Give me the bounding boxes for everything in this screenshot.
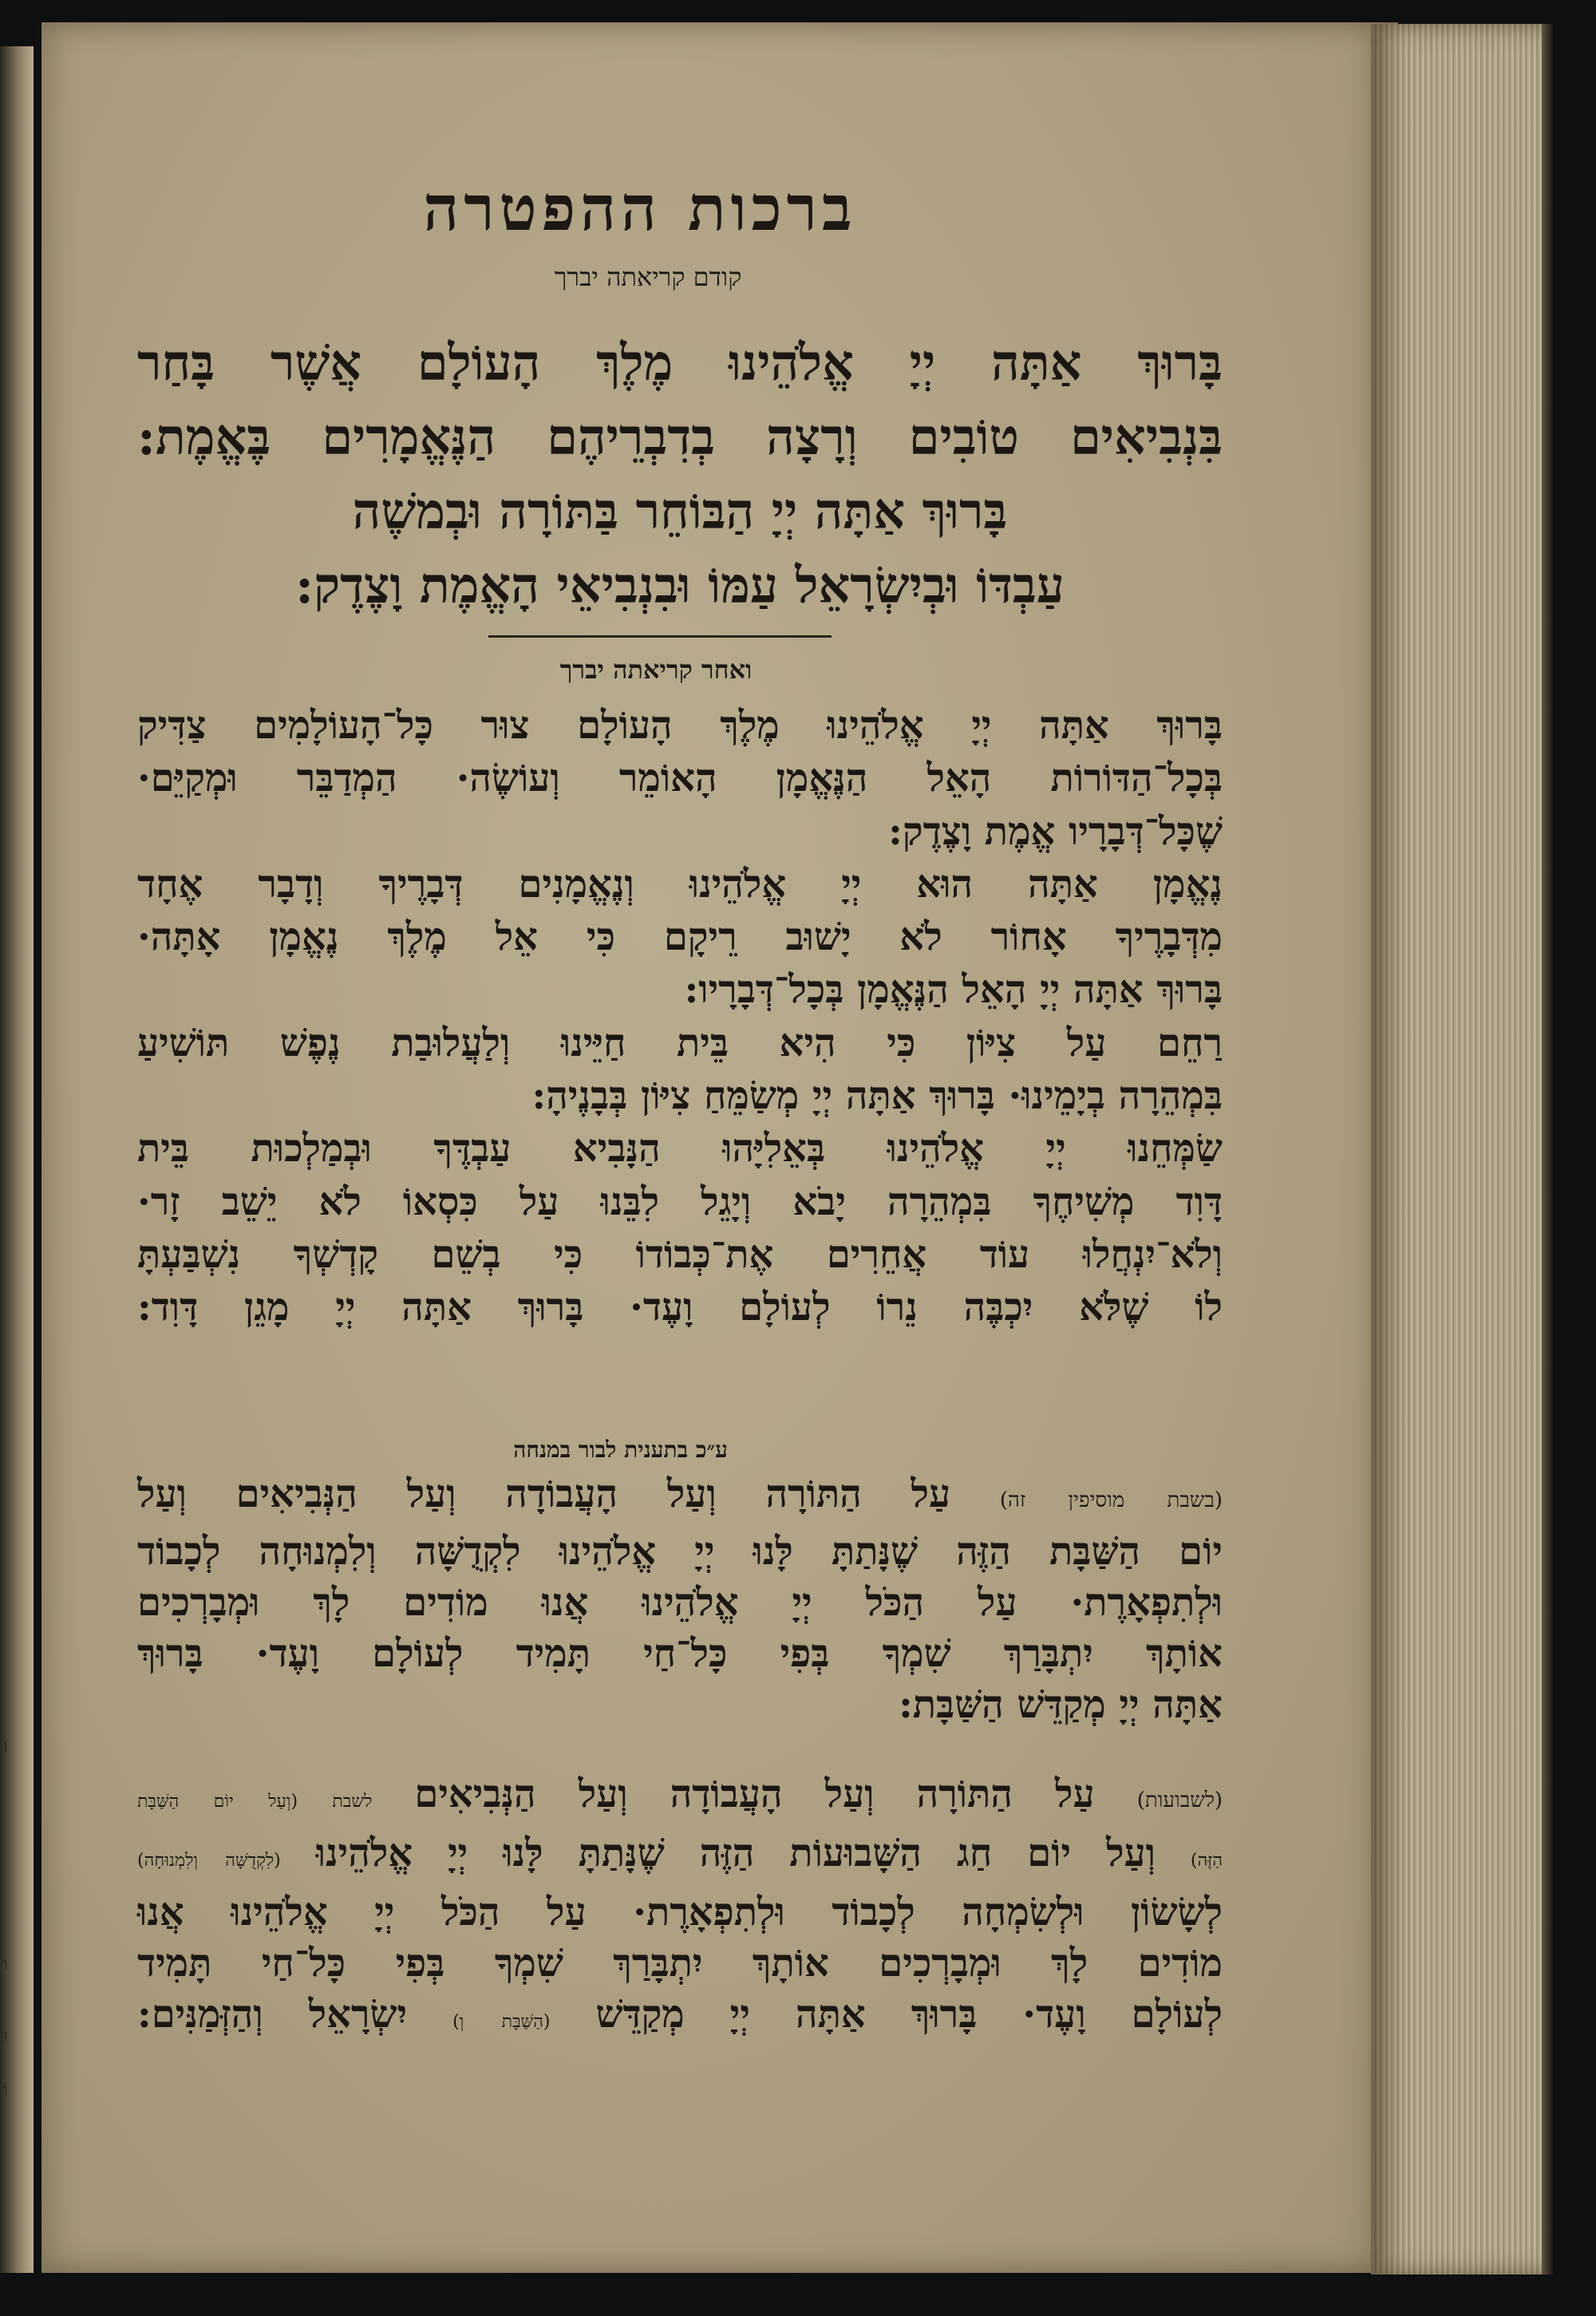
text-line: עַל הַתּוֹרָה וְעַל הָעֲבוֹדָה וְעַל הַנְּבִיאִים <box>414 1772 1095 1816</box>
text-line: דָּוִד מְשִׁיחֶךָ בִּמְהֵרָה יָבֹא וְיָגֵל לִבֵּנוּ עַל כִּסְאוֹ לֹא יֵשֵׁב זָר· <box>137 1179 1223 1224</box>
text-line: יִשְׂרָאֵל וְהַזְּמַנִּים: <box>137 1992 408 2037</box>
shavuot-instruction: (לשבועות) <box>1136 1788 1223 1812</box>
text-line: וְלֹא־יִנְחֲלוּ עוֹד אֲחֵרִים אֶת־כְּבוֹדוֹ כִּי בְשֵׁם קָדְשְׁךָ נִשְׁבַּעְתָּ <box>137 1231 1223 1277</box>
text-line: לְשָׂשׂוֹן וּלְשִׂמְחָה לְכָבוֹד וּלְתִפְאָרֶת· עַל הַכֹּל יְיָ אֱלֹהֵינוּ אֲנוּ <box>137 1890 1223 1935</box>
text-line: אַתָּה יְיָ מְקַדֵּשׁ הַשַּׁבָּת: <box>899 1682 1223 1727</box>
page-title: ברכות ההפטרה <box>423 172 857 245</box>
text-line: מִדְּבָרֶיךָ אָחוֹר לֹא יָשׁוּב רֵיקָם כִּי אֵל מֶלֶךְ נֶאֱמָן אָתָּה· <box>137 915 1223 960</box>
text-line: יוֹם הַשַּׁבָּת הַזֶּה שֶׁנָּתַתָּ לָּנוּ יְיָ אֱלֹהֵינוּ לִקְדֻשָּׁה וְלִמְנוּחָה לְכָבוֹד <box>137 1529 1223 1574</box>
text-line: עַבְדּוֹ וּבְיִשְׂרָאֵל עַמּוֹ וּבִנְבִיאֵי הָאֱמֶת וָצֶדֶק: <box>295 556 1065 615</box>
text-line: רַחֵם עַל צִיּוֹן כִּי הִיא בֵּית חַיֵּינוּ וְלַעֲלוּבַת נֶפֶשׁ תּוֹשִׁיעַ <box>137 1020 1223 1065</box>
text-line: בְּכָל־הַדּוֹרוֹת הָאֵל הַנֶּאֱמָן הָאוֹמֵר וְעוֹשֶׂה· הַמְדַבֵּר וּמְקַיֵּם· <box>137 756 1223 801</box>
text-line: בָּרוּךְ אַתָּה יְיָ אֱלֹהֵינוּ מֶלֶךְ הָעוֹלָם צוּר כָּל־הָעוֹלָמִים צַדִּיק <box>137 703 1223 748</box>
text-line: בָּרוּךְ אַתָּה יְיָ הָאֵל הַנֶּאֱמָן בְּכָל־דְּבָרָיו: <box>684 967 1223 1013</box>
text-line: לְעוֹלָם וָעֶד· בָּרוּךְ אַתָּה יְיָ מְקַדֵּשׁ <box>595 1992 1223 2037</box>
text-line: שַׂמְּחֵנוּ יְיָ אֱלֹהֵינוּ בְּאֵלִיָּהוּ הַנָּבִיא עַבְדֶּךָ וּבְמַלְכוּת בֵּית <box>137 1126 1223 1172</box>
text-line: אוֹתָךְ יִתְבָּרַךְ שִׁמְךָ בְּפִי כָּל־חַי תָּמִיד לְעוֹלָם וָעֶד· בָּרוּךְ <box>137 1631 1223 1676</box>
text-line: מוֹדִים לָךְ וּמְבָרְכִים אוֹתָךְ יִתְבָּרַךְ שִׁמְךָ בְּפִי כָּל־חַי תָּמִיד <box>137 1941 1223 1986</box>
shabbat-instruction: (בשבת מוסיפין זה) <box>999 1488 1223 1512</box>
blessings-after-haftarah <box>137 699 1223 1334</box>
blessing-before-haftarah <box>137 326 1223 622</box>
shabbat-variant-note: (הַשַּׁבָּת וְ) <box>452 2012 551 2032</box>
left-page-mark: ו <box>3 1954 8 1974</box>
book-page <box>41 22 1398 2273</box>
text-line: וּלְתִפְאָרֶת· עַל הַכֹּל יְיָ אֱלֹהֵינוּ אֲנוּ מוֹדִים לָךְ וּמְבָרְכִים <box>137 1580 1223 1625</box>
text-line: בִּנְבִיאִים טוֹבִים וְרָצָה בְדִבְרֵיהֶם הַנֶּאֱמָרִים בֶּאֱמֶת: <box>137 408 1223 466</box>
fast-day-note: ע״כ בתענית לבור במנחה <box>513 1437 728 1463</box>
text-line: וְעַל יוֹם חַג הַשָּׁבוּעוֹת הַזֶּה שֶׁנָּתַתָּ לָּנוּ יְיָ אֱלֹהֵינוּ <box>315 1831 1156 1875</box>
text-line: שֶׁכָּל־דְּבָרָיו אֱמֶת וָצֶדֶק: <box>888 808 1223 854</box>
shabbat-variant-note: לשבת (וְעַל יוֹם הַשַּׁבָּת <box>137 1792 373 1812</box>
text-line: נֶאֱמָן אַתָּה הוּא יְיָ אֱלֹהֵינוּ וְנֶאֱמָנִים דְּבָרֶיךָ וְדָבָר אֶחָד <box>137 861 1223 907</box>
shabbat-insertion <box>137 1468 1223 1730</box>
previous-page-sliver <box>0 46 34 2273</box>
text-line: בָּרוּךְ אַתָּה יְיָ הַבּוֹחֵר בַּתּוֹרָה וּבְמשֶׁה <box>352 482 1008 540</box>
left-page-mark: ו <box>3 1737 8 1757</box>
text-line: בִּמְהֵרָה בְיָמֵינוּ· בָּרוּךְ אַתָּה יְיָ מְשַׂמֵּחַ צִיּוֹן בְּבָנֶיהָ: <box>531 1073 1223 1119</box>
left-page-mark: ו <box>3 2081 8 2101</box>
section-divider <box>488 635 832 638</box>
after-reading-instruction: ואחר קריאתה יברך <box>559 654 753 685</box>
text-line: לוֹ שֶׁלֹּא יִכְבֶּה נֵרוֹ לְעוֹלָם וָעֶד· בָּרוּךְ אַתָּה יְיָ מָגֵן דָּוִד: <box>137 1285 1223 1330</box>
book-page-edges <box>1371 24 1553 2275</box>
shavuot-insertion <box>137 1769 1223 2048</box>
before-reading-instruction: קודם קריאתה יברך <box>554 262 742 292</box>
shabbat-variant-note: הַזֶּה) <box>1190 1851 1223 1871</box>
text-line: בָּרוּךְ אַתָּה יְיָ אֱלֹהֵינוּ מֶלֶךְ הָעוֹלָם אֲשֶׁר בָּחַר <box>137 334 1223 392</box>
shabbat-variant-note: (לִקְדֻשָּׁה וְלִמְנוּחָה) <box>137 1851 281 1871</box>
text-line: עַל הַתּוֹרָה וְעַל הָעֲבוֹדָה וְעַל הַנְּבִיאִים וְעַל <box>137 1472 951 1516</box>
left-page-mark: ו <box>3 2026 8 2046</box>
